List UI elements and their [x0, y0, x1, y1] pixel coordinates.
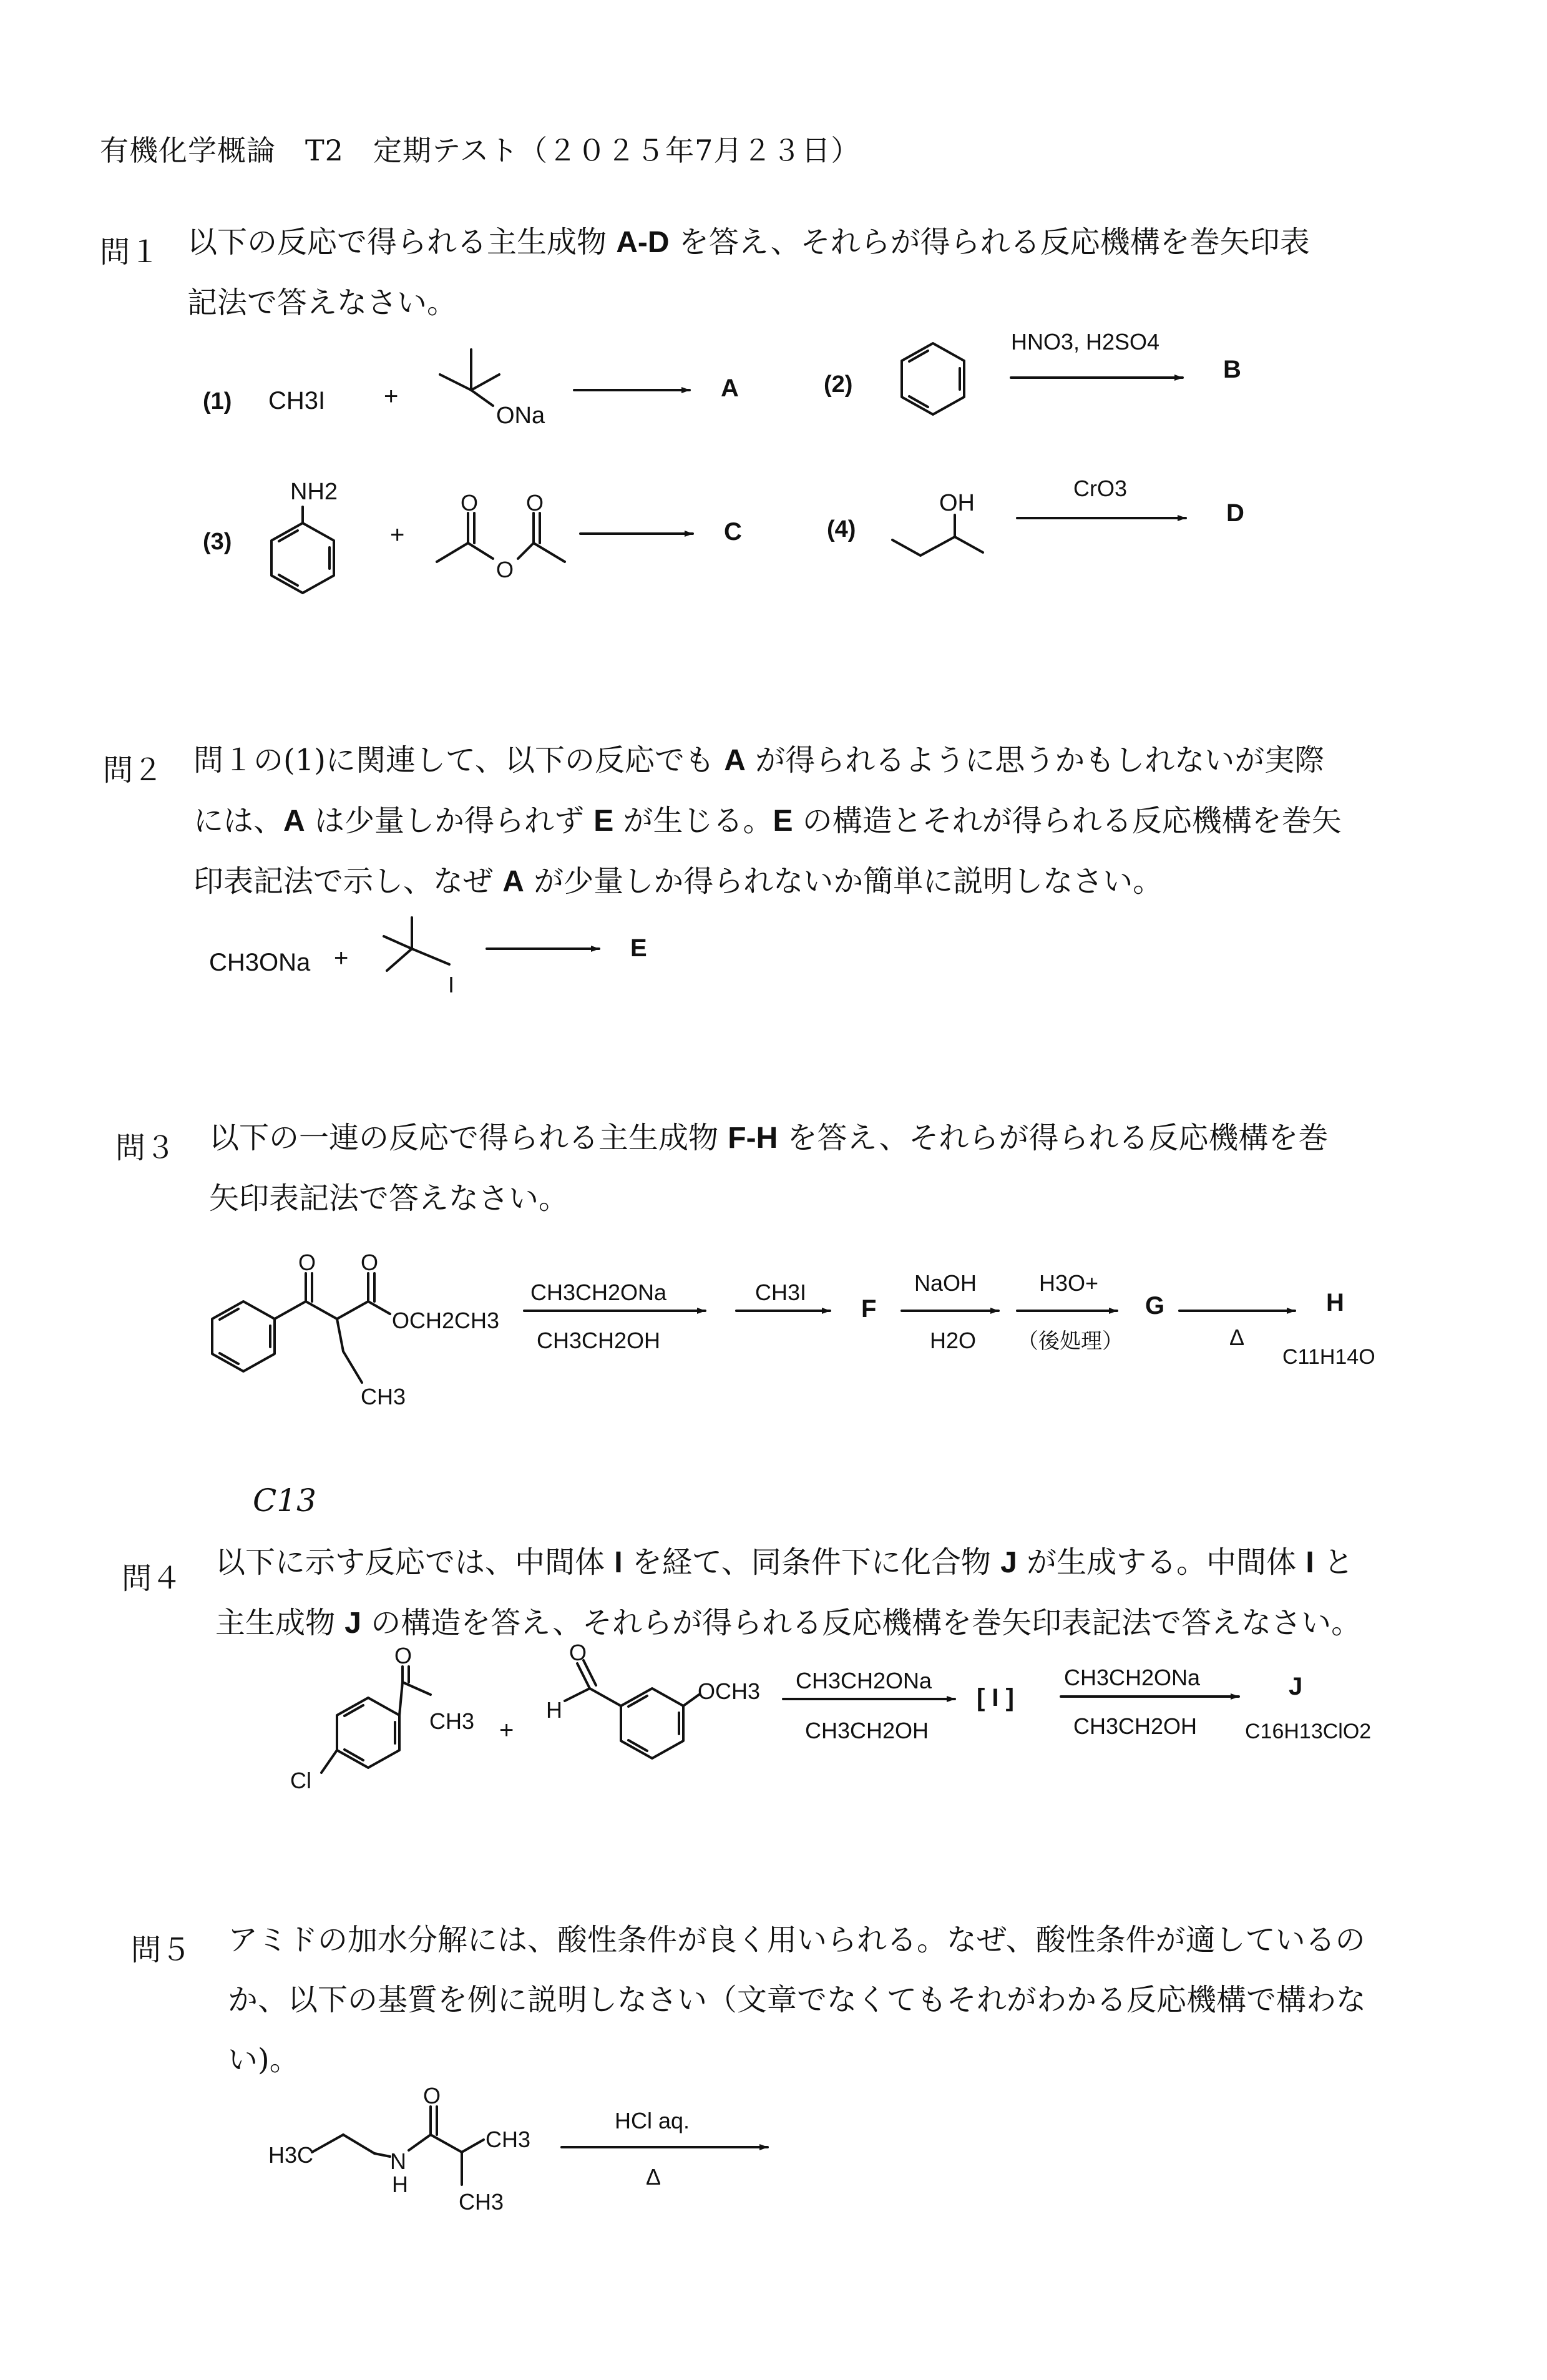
q3-l1c: を答え、それらが得られる反応機構を巻	[778, 1120, 1329, 1155]
q3-scheme	[212, 1250, 1375, 1409]
q3-number: 問３	[115, 1130, 176, 1165]
q1-r4-index: (4)	[827, 516, 856, 542]
q1-anhydride-o2: O	[526, 490, 544, 516]
q5-nh-hydrogen: H	[392, 2172, 408, 2197]
q2-l1c: が得られるように思うかもしれないが実際	[745, 743, 1325, 778]
q1-r3-index: (3)	[203, 529, 232, 555]
q1-bold-range: A-D	[616, 226, 670, 259]
q1-r1-alkoxide: ONa	[496, 403, 545, 429]
q5-methyl-1: CH3	[486, 2127, 531, 2152]
q4-scheme	[290, 1640, 1371, 1793]
q5-condition-bottom: Δ	[646, 2164, 661, 2190]
q3-product-f: F	[861, 1295, 877, 1323]
q1-aniline-nh2: NH2	[290, 479, 338, 505]
q2-number: 問２	[103, 753, 163, 788]
q1-benzene-structure	[902, 343, 964, 414]
q3-product-h: H	[1326, 1289, 1344, 1316]
q3-step2-top: CH3I	[755, 1280, 807, 1305]
q4-3-methoxybenzaldehyde-structure	[565, 1660, 699, 1758]
q3-step4-top: H3O+	[1039, 1270, 1099, 1296]
q1-tert-butoxide-structure	[440, 350, 499, 406]
q3-step4-bottom: （後処理）	[1017, 1330, 1123, 1353]
q5-l2: か、以下の基質を例に説明しなさい（文章でなくてもそれがわかる反応機構で構わな	[228, 1982, 1367, 2017]
q5-condition-top: HCl aq.	[615, 2108, 690, 2133]
q3-ketone-o: O	[298, 1250, 316, 1275]
q2-l2c: は少量しか得られず	[305, 803, 594, 838]
q2-tert-butyl-iodide-structure	[384, 918, 449, 971]
q4-chloro: Cl	[290, 1768, 311, 1793]
q4-aldehyde-h: H	[546, 1697, 562, 1723]
q4-l1a: 以下に示す反応では、中間体	[215, 1545, 615, 1580]
q3-step1-top: CH3CH2ONa	[530, 1280, 667, 1305]
q1-butanol-oh: OH	[939, 490, 975, 516]
q2-l1b: A	[724, 744, 746, 777]
q3-ester-group: OCH2CH3	[392, 1308, 500, 1333]
q4-product-j: J	[1289, 1673, 1303, 1700]
q3-ester-o: O	[361, 1250, 379, 1275]
q1-product-c: C	[724, 518, 742, 546]
q4-intermediate-i: [ I ]	[977, 1684, 1014, 1712]
q4-step1-top: CH3CH2ONa	[796, 1668, 932, 1693]
q4-l1b: I	[614, 1546, 623, 1579]
q2-l1a: 問１の(1)に関連して、以下の反応でも	[193, 743, 725, 778]
q4-step2-bottom: CH3CH2OH	[1073, 1713, 1198, 1739]
q3-product-g: G	[1145, 1292, 1165, 1320]
q1-anhydride-bridge-o: O	[496, 557, 514, 582]
q1-product-d: D	[1226, 499, 1244, 527]
q1-r3-scheme	[203, 479, 742, 593]
q5-nitrogen: N	[390, 2148, 406, 2174]
q3-formula-h: C11H14O	[1282, 1345, 1375, 1369]
q5-h3c: H3C	[268, 2142, 314, 2168]
q2-reagent: CH3ONa	[209, 949, 311, 976]
q2-l3c: が少量しか得られないか簡単に説明しなさい。	[524, 864, 1163, 899]
q3-step1-bottom: CH3CH2OH	[537, 1328, 661, 1353]
q5-scheme	[268, 2083, 768, 2215]
q5-number: 問５	[131, 1932, 192, 1967]
q4-number: 問４	[122, 1561, 182, 1596]
q4-methoxy: OCH3	[698, 1678, 761, 1704]
q1-r4-conditions: CrO3	[1073, 476, 1128, 501]
q1-r3-plus: +	[390, 521, 405, 549]
q2-l2d: E	[593, 805, 614, 838]
q1-r2-scheme	[824, 329, 1241, 414]
q2-product-e: E	[630, 934, 647, 962]
q4-l1c: を経て、同条件下に化合物	[622, 1545, 1001, 1580]
q1-r2-conditions: HNO3, H2SO4	[1011, 329, 1160, 355]
q2-l2a: には、	[193, 803, 284, 838]
q3-step3-top: NaOH	[914, 1270, 977, 1296]
q2-scheme	[209, 918, 647, 997]
q4-l2b: J	[344, 1607, 361, 1640]
q5-carbonyl-o: O	[423, 2083, 441, 2108]
q1-2-butanol-structure	[892, 515, 983, 556]
q3-l1b: F-H	[728, 1122, 778, 1155]
q1-product-b: B	[1223, 356, 1241, 383]
q2-l2e: が生じる。	[613, 803, 773, 838]
q4-formula-j: C16H13ClO2	[1245, 1720, 1372, 1743]
q5-methyl-2: CH3	[459, 2189, 504, 2215]
q1-acetic-anhydride-structure	[437, 513, 565, 562]
q4-plus: +	[499, 1716, 514, 1744]
q1-number: 問１	[100, 235, 160, 270]
q3-step3-bottom: H2O	[930, 1328, 977, 1353]
q3-ethyl-ch3: CH3	[361, 1384, 406, 1409]
q4-step2-top: CH3CH2ONa	[1064, 1665, 1201, 1690]
q4-handwritten-annotation: C13	[253, 1482, 316, 1519]
q2-l2g: の構造とそれが得られる反応機構を巻矢	[793, 803, 1342, 838]
q3-step5-bottom: Δ	[1229, 1325, 1245, 1350]
q4-l2a: 主生成物	[215, 1605, 345, 1640]
q1-r4-scheme	[827, 476, 1244, 556]
q4-l1f: I	[1305, 1546, 1314, 1579]
q2-l2f: E	[773, 805, 793, 838]
q1-anhydride-o1: O	[461, 490, 479, 516]
q4-4-chloroacetophenone-structure	[321, 1667, 431, 1773]
q1-r2-index: (2)	[824, 371, 853, 398]
q4-l2c: の構造を答え、それらが得られる反応機構を巻矢印表記法で答えなさい。	[361, 1605, 1362, 1640]
q4-aldehyde-o: O	[569, 1640, 587, 1665]
page-title: 有機化学概論 T2 定期テスト（２０２５年7月２３日）	[100, 134, 861, 167]
q2-l3a: 印表記法で示し、なぜ	[193, 864, 503, 899]
q3-l2: 矢印表記法で答えなさい。	[209, 1181, 569, 1216]
q2-plus: +	[334, 944, 349, 972]
q5-l3: い)。	[228, 2042, 300, 2077]
q5-l1: アミドの加水分解には、酸性条件が良く用いられる。なぜ、酸性条件が適しているの	[228, 1922, 1365, 1957]
q3-l1a: 以下の一連の反応で得られる主生成物	[209, 1120, 728, 1155]
q2-l2b: A	[283, 805, 305, 838]
q1-r1-reagent: CH3I	[268, 387, 326, 414]
q1-r1-index: (1)	[203, 388, 232, 414]
q4-l1e: が生成する。中間体	[1017, 1545, 1306, 1580]
q1-r1-plus: +	[384, 383, 399, 410]
q2-iodide: I	[448, 972, 455, 997]
q4-step1-bottom: CH3CH2OH	[805, 1718, 929, 1743]
q1-text-b: を答え、それらが得られる反応機構を巻矢印表	[669, 225, 1310, 260]
q1-product-a: A	[721, 375, 739, 402]
q1-text-c: 記法で答えなさい。	[187, 285, 457, 320]
q4-ketone-ch3: CH3	[429, 1708, 475, 1734]
q4-l1d: J	[1000, 1546, 1017, 1579]
q3-beta-ketoester-structure	[212, 1273, 390, 1383]
q1-r1-scheme	[203, 350, 739, 429]
q4-ketone-o: O	[394, 1643, 412, 1668]
q4-l1g: と	[1314, 1545, 1354, 1580]
q1-text-a: 以下の反応で得られる主生成物	[187, 225, 617, 260]
q1-aniline-structure	[271, 507, 334, 593]
q2-l3b: A	[502, 865, 524, 898]
